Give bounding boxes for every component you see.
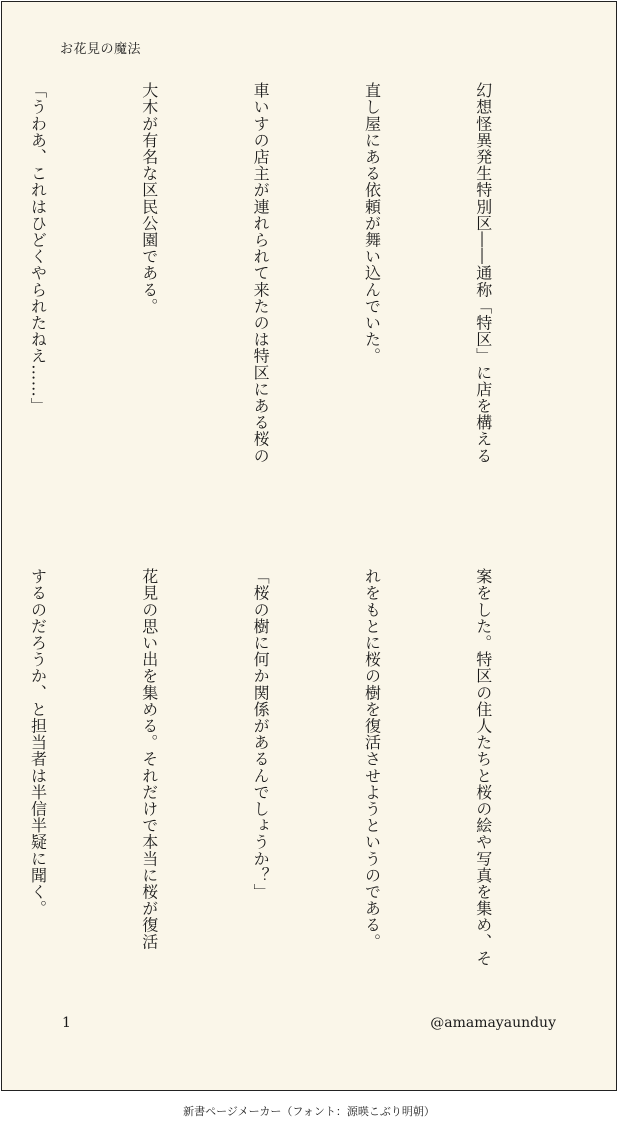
text-line: するのだろうか、と担当者は半信半疑に聞く。 (28, 568, 48, 917)
text-line: 大木が有名な区民公園である。 (139, 82, 159, 315)
text-line: 花見の思い出を集める。それだけで本当に桜が復活 (139, 568, 159, 950)
text-line: 案をした。特区の住人たちと桜の絵や写真を集め、そ (473, 568, 493, 967)
text-line: 車いすの店主が連れられて来たのは特区にある桜の (251, 82, 271, 464)
text-block-bottom (28, 568, 576, 967)
page-title: お花見の魔法 (60, 42, 142, 57)
author-handle: @amamayaunduy (430, 1015, 556, 1031)
book-page (1, 1, 617, 1091)
text-block-top (28, 82, 576, 527)
text-line: 幻想怪異発生特別区――通称「特区」に店を構える (473, 82, 493, 464)
text-line: 直し屋にある依頼が舞い込んでいた。 (362, 82, 382, 365)
generator-credit: 新書ページメーカー（フォント：源暎こぶり明朝） (183, 1105, 435, 1118)
text-line: れをもとに桜の樹を復活させようというのである。 (362, 568, 382, 950)
text-line: 「うわあ、これはひどくやられたねえ……」 (28, 82, 48, 414)
text-line: 「桜の樹に何か関係があるんでしょうか？」 (251, 568, 271, 900)
page-number: 1 (62, 1015, 71, 1031)
